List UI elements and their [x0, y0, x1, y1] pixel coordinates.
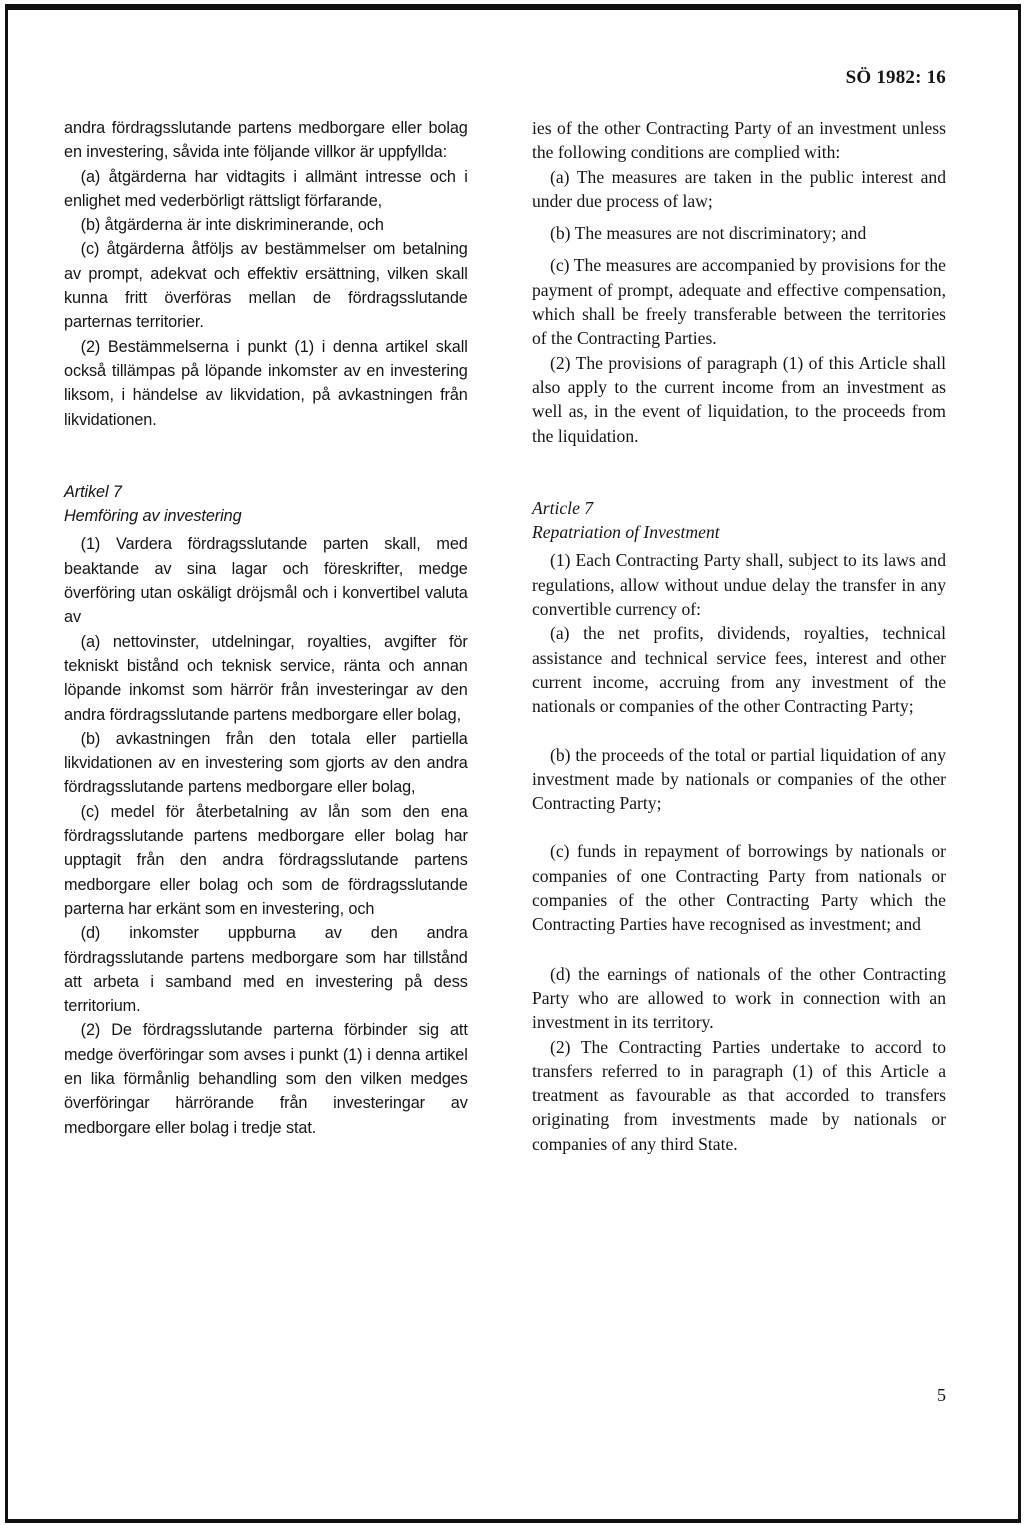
document-reference: SÖ 1982: 16 — [845, 67, 946, 88]
sv-intro-paragraph: andra fördragsslutande partens medborgare eller bolag en investering, såvida inte följande villkor är uppfyllda: — [64, 118, 468, 162]
en-paragraph-2: (2) The provisions of paragraph (1) of this Article shall also apply to the current income from an investment as well as, in the event of liquidation, to the proceeds from the liquidation. — [532, 352, 946, 446]
en-clause-a: (a) The measures are taken in the public interest and under due process of law; — [532, 166, 946, 211]
en-article-title: Repatriation of Investment — [532, 522, 720, 543]
sv-article7-clause-b: (b) avkastningen från den totala eller partiella likvidationen av en investering som gjorts av den andra fördragsslutande partens medborgare eller bolag, — [64, 728, 468, 797]
sv-clause-a: (a) åtgärderna har vidtagits i allmänt intresse och i enlighet med vederbörligt rättsligt förfarande, — [64, 166, 468, 210]
sv-article-heading: Artikel 7 — [64, 481, 122, 501]
page-number: 5 — [937, 1385, 946, 1405]
sv-article7-paragraph-2: (2) De fördragsslutande parterna förbinder sig att medge överföringar som avses i punkt (1) i denna artikel en lika förmånlig behandling som den vilken medges överföringar härrörande från investeringar av medborgare eller bolag i tredje stat. — [64, 1020, 468, 1137]
en-article7-paragraph-2: (2) The Contracting Parties undertake to accord to transfers referred to in paragraph (1) of this Article a treatment as favourable as that accorded to transfers originating from investments made by nationals or companies of any third State. — [532, 1036, 946, 1154]
en-clause-b: (b) The measures are not discriminatory; and — [550, 223, 867, 244]
sv-clause-c: (c) åtgärderna åtföljs av bestämmelser om betalning av prompt, adekvat och effektiv ersättning, vilken skall kunna fritt överföras mellan de fördragsslutande parternas territorier. — [64, 239, 468, 332]
sv-article-title: Hemföring av investering — [64, 506, 242, 526]
en-intro-paragraph: ies of the other Contracting Party of an investment unless the following conditions are complied with: — [532, 118, 946, 163]
sv-paragraph-2: (2) Bestämmelserna i punkt (1) i denna artikel skall också tillämpas på löpande inkomster av en investering liksom, i händelse av likvidation, på avkastningen från likvidationen. — [64, 336, 468, 429]
en-article7-clause-b: (b) the proceeds of the total or partial liquidation of any investment made by nationals or companies of the other Contracting Party; — [532, 744, 946, 814]
en-clause-c: (c) The measures are accompanied by provisions for the payment of prompt, adequate and effective compensation, which shall be freely transferable between the territories of the Contracting Parties. — [532, 255, 946, 349]
en-article-heading: Article 7 — [532, 497, 594, 518]
en-article7-clause-c: (c) funds in repayment of borrowings by nationals or companies of one Contracting Party from nationals or companies of the other Contracting Party which the Contracting Parties have recognised as investment; and — [532, 841, 946, 935]
sv-article7-clause-d: (d) inkomster uppburna av den andra fördragsslutande partens medborgare som har tillstånd att arbeta i samband med en investering på dess territorium. — [64, 923, 468, 1016]
en-article7-clause-a: (a) the net profits, dividends, royalties, technical assistance and technical service fees, interest and other current income, accruing from any investment of the nationals or companies of the other Contracting Party; — [532, 623, 946, 717]
sv-article7-clause-c: (c) medel för återbetalning av lån som den ena fördragsslutande partens medborgare eller bolag har upptagit från den andra fördragsslutande partens medborgare eller bolag och som de fördragsslutande parterna har erkänt som en investering, och — [64, 801, 468, 918]
en-article7-paragraph-1: (1) Each Contracting Party shall, subject to its laws and regulations, allow without undue delay the transfer in any convertible currency of: — [532, 550, 946, 620]
sv-article7-paragraph-1: (1) Vardera fördragsslutande parten skall, med beaktande av sina lagar och föreskrifter, medge överföring utan oskäligt dröjsmål och i konvertibel valuta av — [64, 534, 468, 627]
sv-clause-b: (b) åtgärderna är inte diskriminerande, och — [80, 215, 384, 235]
en-article7-clause-d: (d) the earnings of nationals of the other Contracting Party who are allowed to work in connection with an investment in its territory. — [532, 963, 946, 1033]
sv-article7-clause-a: (a) nettovinster, utdelningar, royalties, avgifter för tekniskt bistånd och teknisk service, ränta och annan löpande inkomst som härrör från investeringar av den andra fördragsslutande partens medborgare eller bolag, — [64, 631, 468, 724]
swedish-column — [64, 116, 468, 1140]
english-column — [532, 116, 946, 1156]
